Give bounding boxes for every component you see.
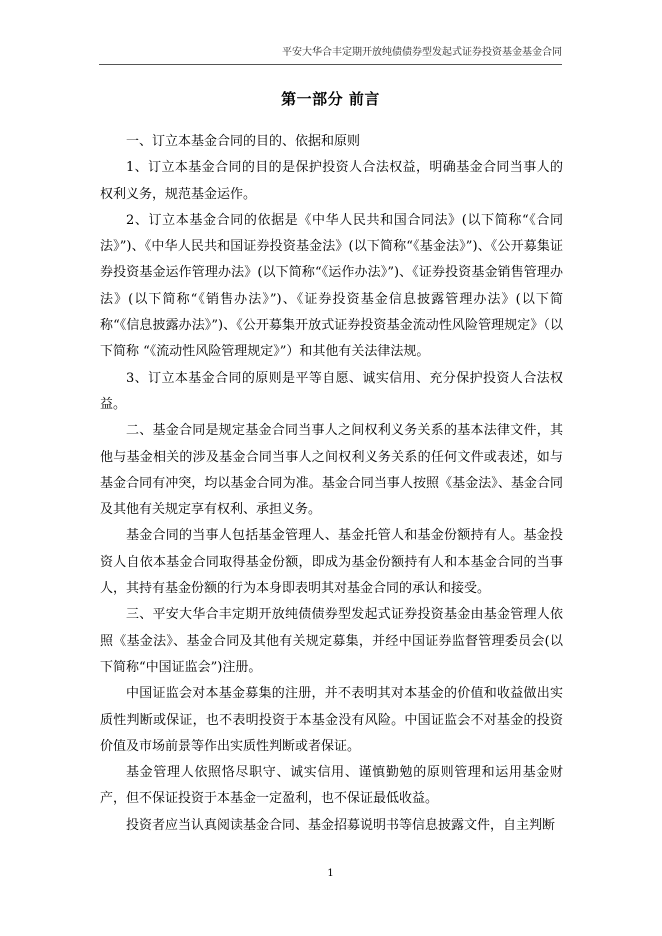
paragraph: 三、平安大华合丰定期开放纯债债券型发起式证券投资基金由基金管理人依照《基金法》、基金合同及其他有关规定募集，并经中国证券监督管理委员会(以下简称“中国证监会”)注册。: [100, 607, 563, 675]
page-number: 1: [327, 868, 334, 879]
paragraph: 1、订立本基金合同的目的是保护投资人合法权益，明确基金合同当事人的权利义务，规范基金运作。: [100, 160, 563, 202]
paragraph: 2、订立本基金合同的依据是《中华人民共和国合同法》(以下简称“《合同法》”)、《中华人民共和国证券投资基金法》(以下简称“《基金法》”)、《公开募集证券投资基金运作管理办法》(以下简称“《运作办法》”)、《证券投资基金销售管理办法》(以下简称“《销售办法》”)、《证券投资基金信息披露管理办法》(以下简称“《信息披露办法》”)、《公开募集开放式证券投资基金流动性风险管理规定》（以下简称 “《流动性风险管理规定》”）和其他有关法律法规。: [100, 212, 563, 360]
running-header: 平安大华合丰定期开放纯债债券型发起式证券投资基金基金合同: [282, 47, 562, 58]
paragraph: 基金合同的当事人包括基金管理人、基金托管人和基金份额持有人。基金投资人自依本基金合同取得基金份额，即成为基金份额持有人和本基金合同的当事人，其持有基金份额的行为本身即表明其对基金合同的承认和接受。: [100, 528, 563, 597]
section-title: 第一部分 前言: [281, 90, 380, 108]
paragraph: 3、订立本基金合同的原则是平等自愿、诚实信用、充分保护投资人合法权益。: [100, 370, 563, 412]
paragraph: 投资者应当认真阅读基金合同、基金招募说明书等信息披露文件，自主判断: [126, 817, 556, 833]
header-rule: [99, 64, 562, 65]
heading-purpose: 一、订立本基金合同的目的、依据和原则: [126, 134, 361, 149]
paragraph: 中国证监会对本基金募集的注册，并不表明其对本基金的价值和收益做出实质性判断或保证，也不表明投资于本基金没有风险。中国证监会不对基金的投资价值及市场前景等作出实质性判断或者保证。: [100, 686, 563, 754]
paragraph: 基金管理人依照恪尽职守、诚实信用、谨慎勤勉的原则管理和运用基金财产，但不保证投资于本基金一定盈利，也不保证最低收益。: [100, 765, 563, 807]
paragraph: 二、基金合同是规定基金合同当事人之间权利义务关系的基本法律文件，其他与基金相关的涉及基金合同当事人之间权利义务关系的任何文件或表述，如与基金合同有冲突，均以基金合同为准。基金合同当事人按照《基金法》、基金合同及其他有关规定享有权利、承担义务。: [100, 423, 563, 518]
body-text: [100, 129, 563, 839]
